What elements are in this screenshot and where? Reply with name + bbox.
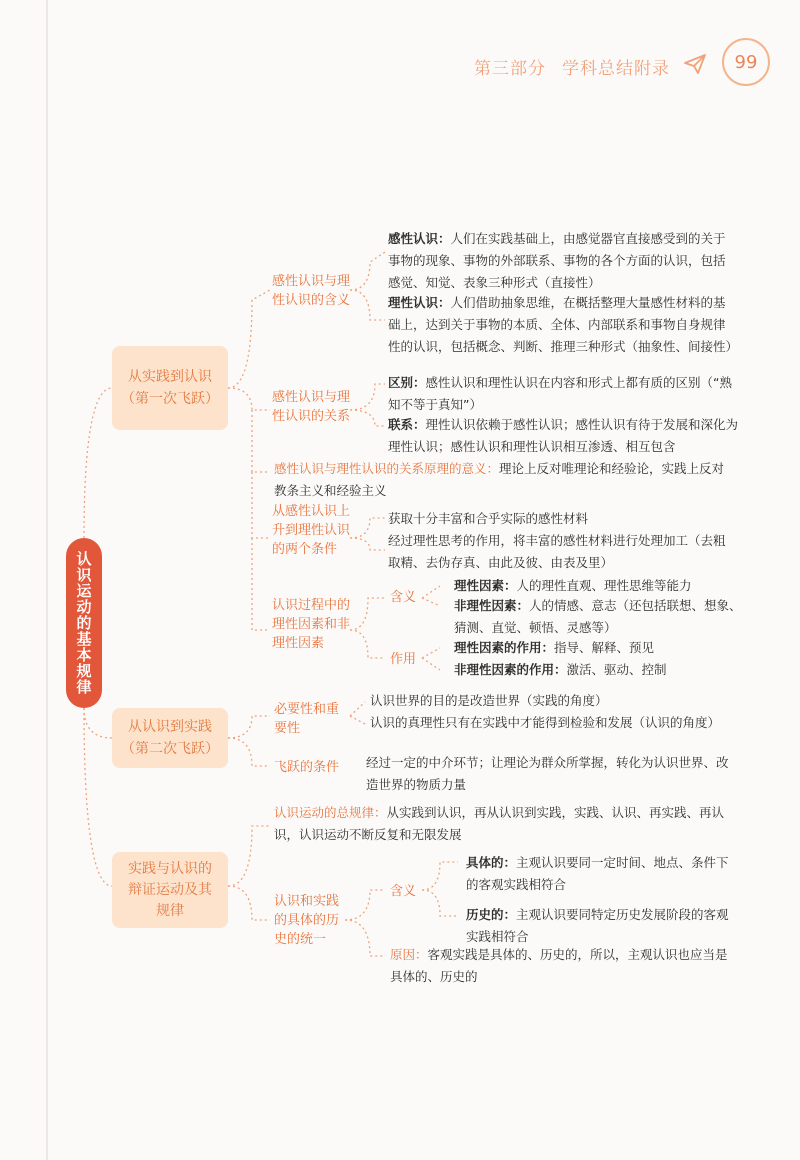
topic-leap-conditions: 飞跃的条件 [274,760,340,775]
necessity-point-two: 认识的真理性只有在实践中才能得到检验和发展（认识的角度） [370,715,721,730]
branch-practice-to-cognition [112,346,228,430]
topic-meaning: 感性认识与理性认识的含义 [272,274,351,308]
branch-title: 从认识到实践 [128,719,212,735]
irrational-factors-role: 非理性因素的作用：激活、驱动、控制 [454,662,667,677]
branch-subtitle: （第一次飞跃） [121,391,219,407]
sensory-cognition-definition: 感性认识：人们在实践基础上，由感觉器官直接感受到的关于事物的现象、事物的外部联系、事物的各个方面的认识，包括感觉、知觉、表象三种形式（直接性） [388,231,726,290]
condition-one: 获取十分丰富和合乎实际的感性材料 [388,511,589,526]
branch-title-line2: 辩证运动及其 [128,881,212,898]
header-section: 学科总结附录 [562,59,670,79]
topic-concrete-historical-unity: 认识和实践的具体的历史的统一 [274,894,340,947]
rational-cognition-definition: 理性认识：人们借助抽象思维，在概括整理大量感性材料的基础上，达到关于事物的本质、全体、内部联系和事物自身规律性的认识，包括概念、判断、推理三种形式（抽象性、间接性） [388,295,739,354]
relation-difference: 区别：感性认识和理性认识在内容和形式上都有质的区别（“熟知不等于真知”） [388,375,732,412]
general-law-of-cognition: 认识运动的总规律：从实践到认识，再从认识到实践，实践、认识、再实践、再认识，认识运动不断反复和无限发展 [274,805,725,842]
branch-cognition-to-practice [112,708,228,768]
topic-two-conditions: 从感性认识上升到理性认识的两个条件 [272,504,351,557]
header-part: 第三部分 [474,59,546,79]
factors-meaning-label: 含义 [390,590,417,605]
condition-two: 经过理性思考的作用，将丰富的感性材料进行处理加工（去粗取精、去伪存真、由此及彼、由表及里） [388,533,726,570]
topic-necessity-importance: 必要性和重要性 [274,702,340,736]
topic-relation: 感性认识与理性认识的关系 [272,390,351,424]
irrational-factors: 非理性因素：人的情感、意志（还包括联想、想象、猜测、直觉、顿悟、灵感等） [454,598,742,635]
relation-principle-significance: 感性认识与理性认识的关系原理的意义：理论上反对唯理论和经验论，实践上反对教条主义和经验主义 [274,461,725,498]
concrete-unity: 具体的：主观认识要同一定时间、地点、条件下的客观实践相符合 [466,855,729,892]
branch-dialectical-movement [112,852,228,928]
necessity-point-one: 认识世界的目的是改造世界（实践的角度） [370,693,608,708]
leap-conditions-text: 经过一定的中介环节；让理论为群众所掌握，转化为认识世界、改造世界的物质力量 [366,755,729,792]
unity-reason: 原因：客观实践是具体的、历史的，所以，主观认识也应当是具体的、历史的 [390,947,728,984]
historical-unity: 历史的：主观认识要同特定历史发展阶段的客观实践相符合 [466,907,729,944]
rational-factors-role: 理性因素的作用：指导、解释、预见 [454,640,655,655]
rational-factors: 理性因素：人的理性直观、理性思维等能力 [454,578,692,593]
branch-subtitle: （第二次飞跃） [121,741,219,757]
branch-title: 从实践到认识 [128,369,212,385]
branch-title: 实践与认识的 [128,860,212,877]
page-number: 99 [722,38,770,86]
topic-rational-irrational-factors: 认识过程中的理性因素和非理性因素 [272,598,351,651]
factors-role-label: 作用 [390,652,417,667]
relation-connection: 联系：理性认识依赖于感性认识；感性认识有待于发展和深化为理性认识；感性认识和理性认识相互渗透、相互包含 [388,417,739,454]
root-topic: 认识运动的基本规律 [66,538,102,708]
unity-meaning-label: 含义 [390,884,417,899]
branch-title-line3: 规律 [156,902,184,919]
